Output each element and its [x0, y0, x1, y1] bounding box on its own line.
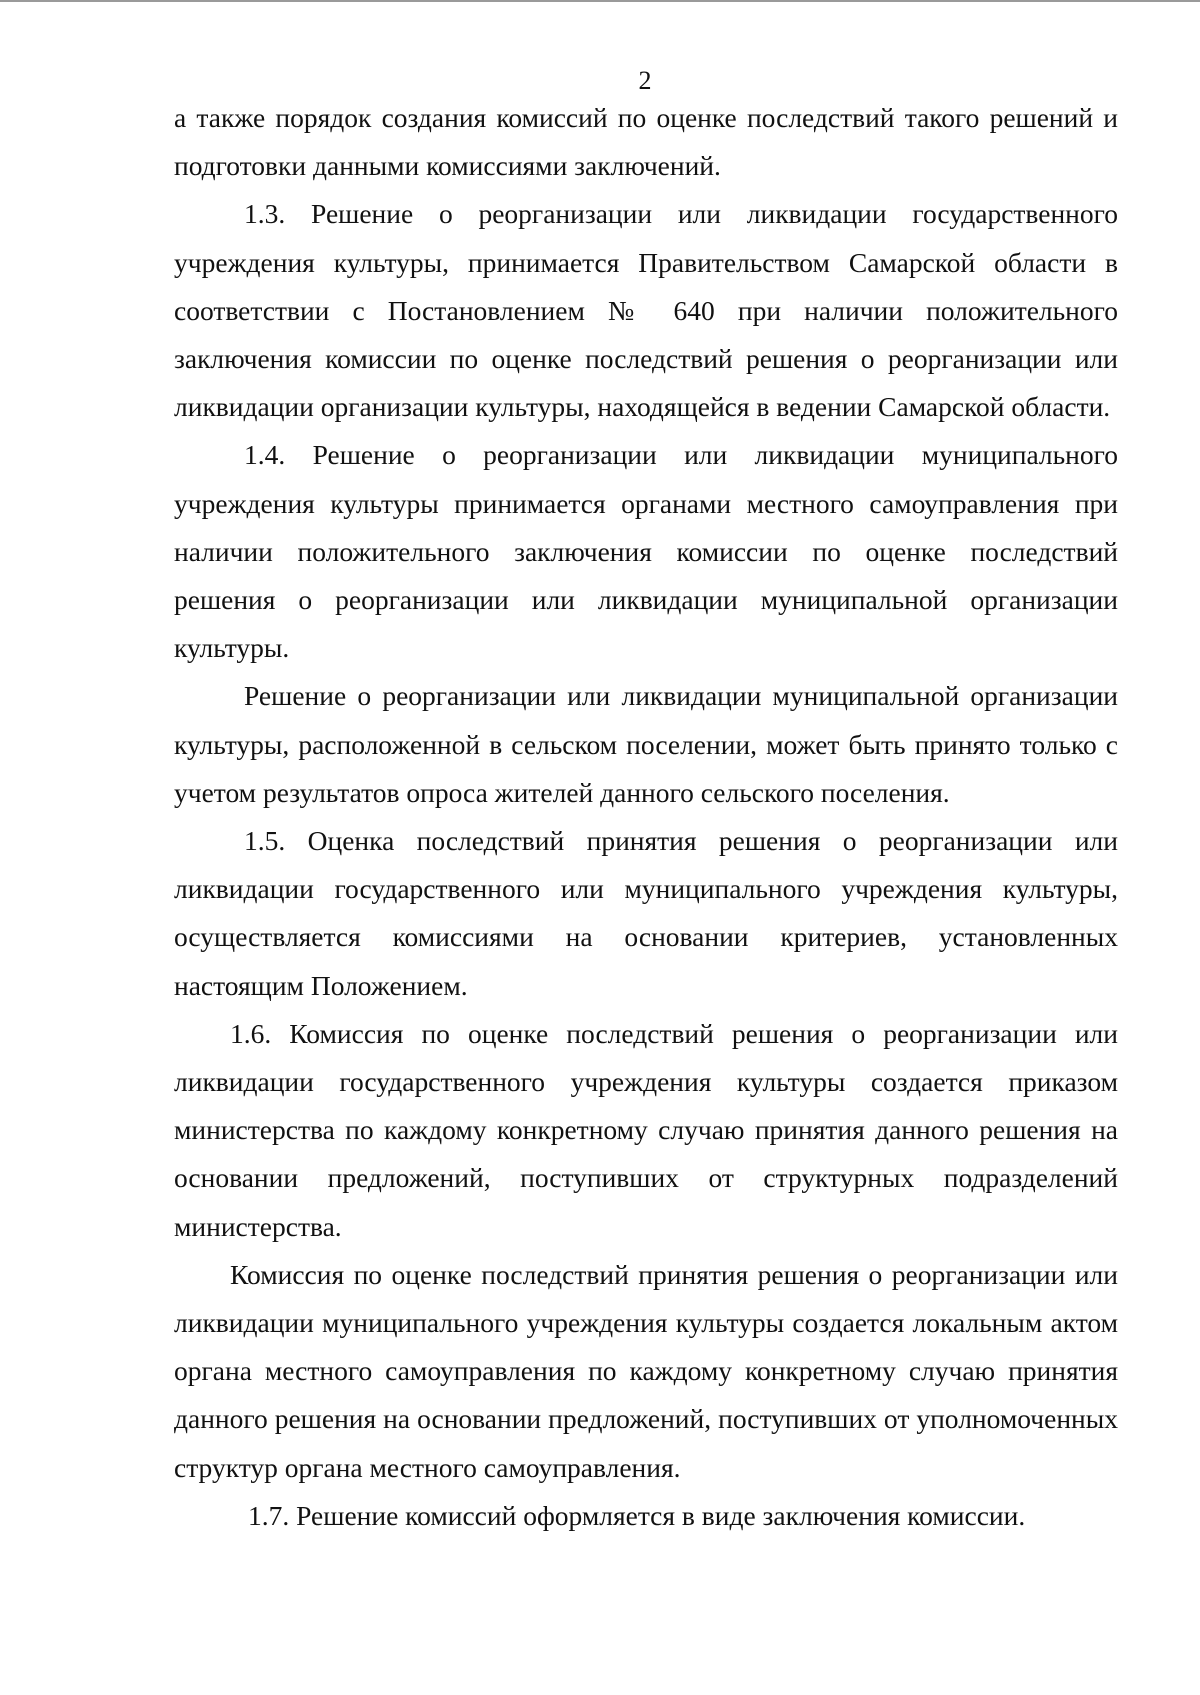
page-number: 2: [638, 66, 652, 95]
paragraph-item-1-6: 1.6. Комиссия по оценке последствий решения о реорганизации или ликвидации государственного учреждения культуры создается приказом министерства по каждому конкретному случаю принятия данного решения на основании предложений, поступивших от структурных подразделений министерства.: [174, 1017, 1118, 1242]
paragraph-item-1-3: 1.3. Решение о реорганизации или ликвидации государственного учреждения культуры, принимается Правительством Самарской области в соответствии с Постановлением № 640 при наличии положительного заключения комиссии по оценке последствий решения о реорганизации или ликвидации организации культуры, находящейся в ведении Самарской области.: [174, 198, 1118, 423]
scan-top-edge: [0, 0, 1200, 2]
paragraph-rural-settlement: Решение о реорганизации или ликвидации муниципальной организации культуры, расположенной в сельском поселении, может быть принято только с учетом результатов опроса жителей данного сельского поселения.: [174, 680, 1118, 808]
paragraph-continuation: а также порядок создания комиссий по оценке последствий такого решений и подготовки данными комиссиями заключений.: [174, 102, 1118, 182]
paragraph-item-1-4: 1.4. Решение о реорганизации или ликвидации муниципального учреждения культуры принимается органами местного самоуправления при наличии положительного заключения комиссии по оценке последствий решения о реорганизации или ликвидации муниципальной организации культуры.: [174, 439, 1118, 664]
paragraph-municipal-commission: Комиссия по оценке последствий принятия решения о реорганизации или ликвидации муниципального учреждения культуры создается локальным актом органа местного самоуправления по каждому конкретному случаю принятия данного решения на основании предложений, поступивших от уполномоченных структур органа местного самоуправления.: [174, 1258, 1118, 1483]
document-body: [174, 94, 1118, 1540]
paragraph-item-1-5: 1.5. Оценка последствий принятия решения о реорганизации или ликвидации государственного или муниципального учреждения культуры, осуществляется комиссиями на основании критериев, установленных настоящим Положением.: [174, 825, 1118, 1001]
paragraph-item-1-7: 1.7. Решение комиссий оформляется в виде заключения комиссии.: [248, 1499, 1026, 1531]
